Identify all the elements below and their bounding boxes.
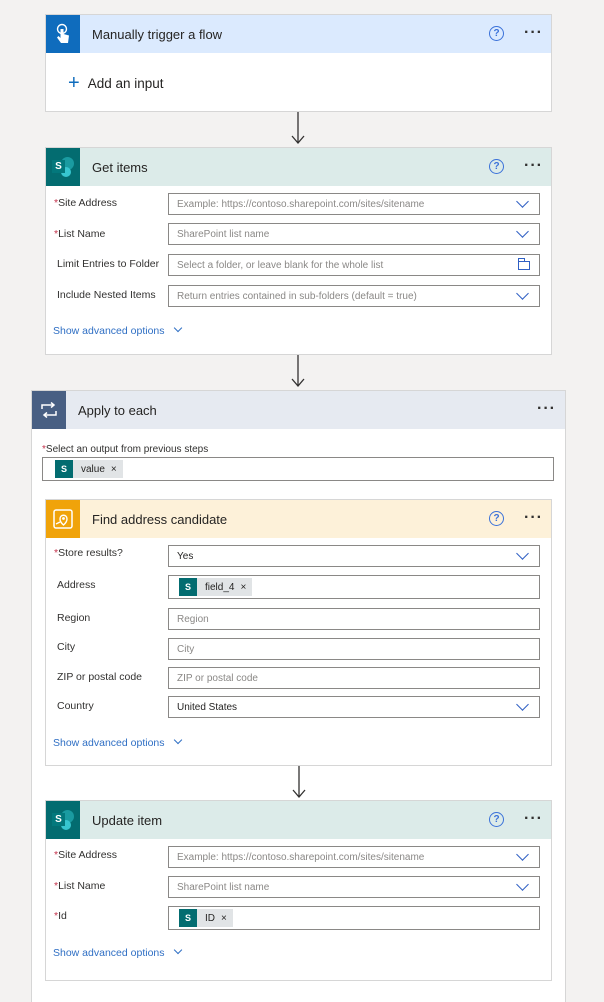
id-label: *Id — [54, 910, 67, 922]
sharepoint-icon: S — [179, 578, 197, 596]
update-item-card — [45, 800, 552, 981]
folder-icon[interactable] — [518, 261, 530, 270]
apply-to-each-card — [31, 390, 566, 1002]
chevron-down-icon — [173, 736, 181, 744]
chevron-down-icon — [173, 324, 181, 332]
id-token[interactable]: S ID × — [179, 909, 233, 927]
nested-items-input[interactable]: Return entries contained in sub-folders (default = true) — [168, 285, 540, 307]
plus-icon: + — [68, 72, 80, 94]
trigger-card — [45, 14, 552, 112]
show-advanced-options-link[interactable]: Show advanced options — [53, 947, 181, 959]
city-input[interactable]: City — [168, 638, 540, 660]
help-icon[interactable]: ? — [489, 159, 504, 174]
region-input[interactable]: Region — [168, 608, 540, 630]
select-output-input[interactable] — [42, 457, 554, 481]
more-options-icon[interactable]: ··· — [524, 157, 543, 174]
add-input-button[interactable] — [68, 73, 164, 93]
more-options-icon[interactable]: ··· — [524, 509, 543, 526]
sharepoint-icon: S — [55, 460, 73, 478]
trigger-title: Manually trigger a flow — [92, 26, 223, 42]
get-items-header[interactable] — [46, 148, 551, 186]
sharepoint-icon-box — [46, 801, 80, 839]
site-address-label: *Site Address — [54, 849, 118, 861]
field-4-token[interactable]: S field_4 × — [179, 578, 252, 596]
country-label: Country — [57, 700, 94, 712]
help-icon[interactable]: ? — [489, 26, 504, 41]
city-label: City — [57, 641, 76, 653]
list-name-input[interactable]: SharePoint list name — [168, 876, 540, 898]
touch-icon-box — [46, 15, 80, 53]
chevron-down-icon[interactable] — [516, 225, 529, 238]
value-token[interactable]: S value × — [55, 460, 123, 478]
update-item-title: Update item — [92, 812, 163, 828]
site-address-input[interactable]: Example: https://contoso.sharepoint.com/sites/sitename — [168, 846, 540, 868]
address-input[interactable] — [168, 575, 540, 599]
loop-icon-box — [32, 391, 66, 429]
chevron-down-icon[interactable] — [516, 698, 529, 711]
chevron-down-icon[interactable] — [516, 848, 529, 861]
zip-input[interactable]: ZIP or postal code — [168, 667, 540, 689]
sharepoint-icon-box — [46, 148, 80, 186]
flow-arrow — [288, 355, 308, 391]
find-address-title: Find address candidate — [92, 511, 228, 527]
region-label: Region — [57, 612, 91, 624]
chevron-down-icon[interactable] — [516, 878, 529, 891]
apply-to-each-title: Apply to each — [78, 402, 157, 418]
touch-icon — [53, 23, 73, 45]
show-advanced-options-link[interactable]: Show advanced options — [53, 325, 181, 337]
list-name-input[interactable]: SharePoint list name — [168, 223, 540, 245]
sharepoint-icon: S — [52, 157, 74, 177]
get-items-title: Get items — [92, 159, 148, 175]
more-options-icon[interactable]: ··· — [524, 810, 543, 827]
remove-token-icon[interactable]: × — [110, 463, 117, 475]
loop-icon — [39, 402, 59, 418]
maps-icon-box — [46, 500, 80, 538]
more-options-icon[interactable]: ··· — [524, 24, 543, 41]
id-input[interactable] — [168, 906, 540, 930]
remove-token-icon[interactable]: × — [240, 581, 247, 593]
select-output-label: *Select an output from previous steps — [42, 444, 209, 455]
help-icon[interactable]: ? — [489, 812, 504, 827]
map-pin-icon — [52, 508, 74, 530]
sharepoint-icon: S — [179, 909, 197, 927]
limit-folder-input[interactable]: Select a folder, or leave blank for the whole list — [168, 254, 540, 276]
chevron-down-icon — [173, 946, 181, 954]
apply-to-each-header[interactable] — [32, 391, 565, 429]
help-icon[interactable]: ? — [489, 511, 504, 526]
find-address-header[interactable] — [46, 500, 551, 538]
chevron-down-icon[interactable] — [516, 195, 529, 208]
store-results-label: *Store results? — [54, 547, 123, 559]
list-name-label: *List Name — [54, 228, 106, 240]
site-address-input[interactable]: Example: https://contoso.sharepoint.com/sites/sitename — [168, 193, 540, 215]
chevron-down-icon[interactable] — [516, 287, 529, 300]
flow-arrow — [289, 766, 309, 802]
add-input-label: Add an input — [87, 75, 164, 91]
zip-label: ZIP or postal code — [57, 671, 143, 683]
site-address-label: *Site Address — [54, 197, 118, 209]
sharepoint-icon: S — [52, 810, 74, 830]
store-results-select[interactable]: Yes — [168, 545, 540, 567]
more-options-icon[interactable]: ··· — [537, 400, 556, 417]
chevron-down-icon[interactable] — [516, 547, 529, 560]
update-item-header[interactable] — [46, 801, 551, 839]
show-advanced-options-link[interactable]: Show advanced options — [53, 737, 181, 749]
country-select[interactable]: United States — [168, 696, 540, 718]
find-address-card — [45, 499, 552, 766]
trigger-card-header[interactable] — [46, 15, 551, 53]
flow-arrow — [288, 112, 308, 148]
get-items-card — [45, 147, 552, 355]
address-label: Address — [57, 579, 96, 591]
limit-folder-label: Limit Entries to Folder — [57, 258, 160, 270]
remove-token-icon[interactable]: × — [221, 912, 227, 924]
nested-items-label: Include Nested Items — [57, 289, 156, 301]
list-name-label: *List Name — [54, 880, 106, 892]
